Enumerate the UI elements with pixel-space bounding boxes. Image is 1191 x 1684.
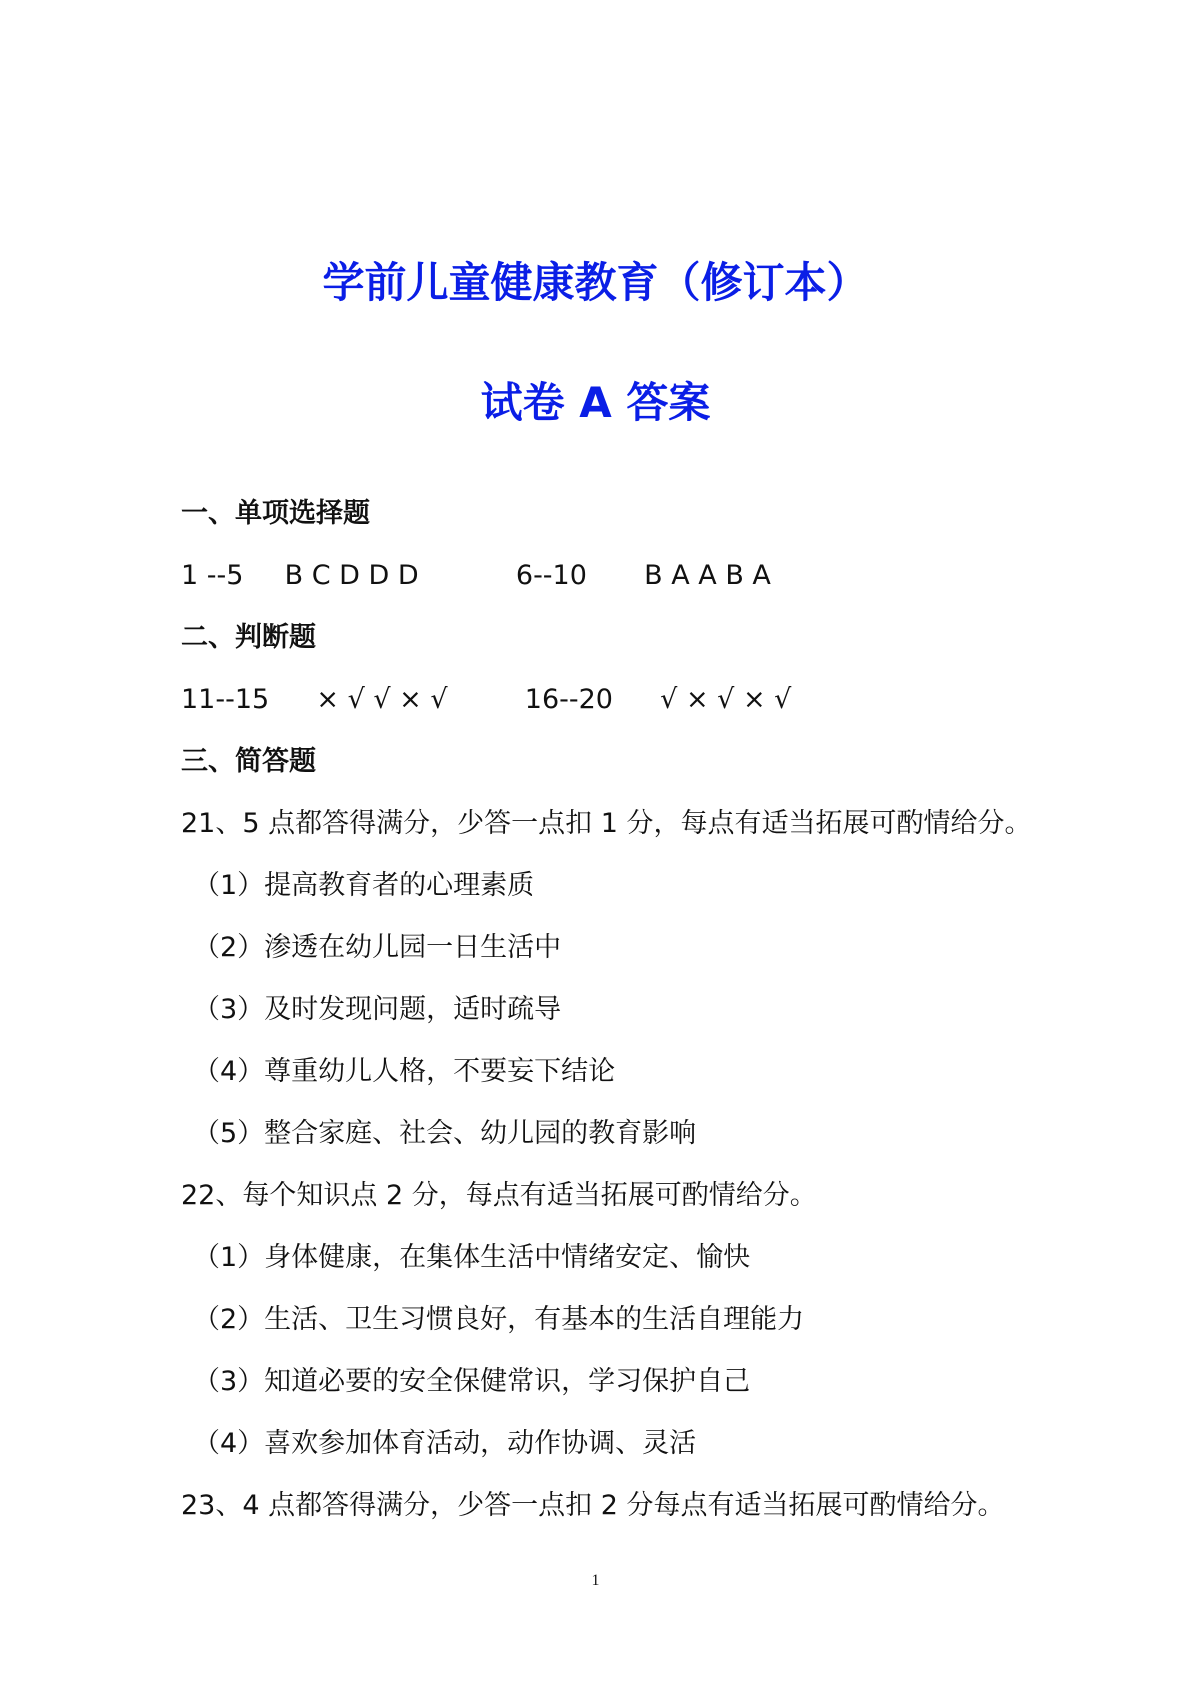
q21-item-1: （1）提高教育者的心理素质 [193, 870, 535, 901]
main-title: 学前儿童健康教育（修订本） [322, 258, 869, 307]
page-number: 1 [591, 1572, 600, 1589]
section2-range-2: 16--20 [524, 684, 613, 715]
section1-answers-1: B C D D D [284, 560, 419, 591]
section2-answers-1: × √ √ × √ [316, 684, 448, 715]
section3-heading: 三、简答题 [181, 746, 316, 777]
q23-intro: 23、4 点都答得满分，少答一点扣 2 分每点有适当拓展可酌情给分。 [181, 1490, 1005, 1521]
section2-answers-2: √ × √ × √ [660, 684, 792, 715]
section1-answers-2: B A A B A [644, 560, 771, 591]
q22-item-1: （1）身体健康，在集体生活中情绪安定、愉快 [193, 1242, 751, 1273]
q22-intro: 22、每个知识点 2 分，每点有适当拓展可酌情给分。 [181, 1180, 817, 1211]
q22-item-4: （4）喜欢参加体育活动，动作协调、灵活 [193, 1428, 697, 1459]
section1-answers [181, 562, 771, 589]
q21-item-4: （4）尊重幼儿人格，不要妄下结论 [193, 1056, 616, 1087]
sub-title: 试卷 A 答案 [480, 378, 711, 427]
q21-intro: 21、5 点都答得满分，少答一点扣 1 分，每点有适当拓展可酌情给分。 [181, 808, 1032, 839]
section2-range-1: 11--15 [181, 684, 270, 715]
section1-range-2: 6--10 [515, 560, 587, 591]
section2-answers [181, 686, 791, 713]
q21-item-2: （2）渗透在幼儿园一日生活中 [193, 932, 562, 963]
q22-item-3: （3）知道必要的安全保健常识，学习保护自己 [193, 1366, 751, 1397]
q21-item-5: （5）整合家庭、社会、幼儿园的教育影响 [193, 1118, 697, 1149]
q21-item-3: （3）及时发现问题，适时疏导 [193, 994, 562, 1025]
section1-range-1: 1 --5 [181, 560, 244, 591]
q22-item-2: （2）生活、卫生习惯良好，有基本的生活自理能力 [193, 1304, 805, 1335]
section2-heading: 二、判断题 [181, 622, 316, 653]
section1-heading: 一、单项选择题 [181, 498, 370, 529]
